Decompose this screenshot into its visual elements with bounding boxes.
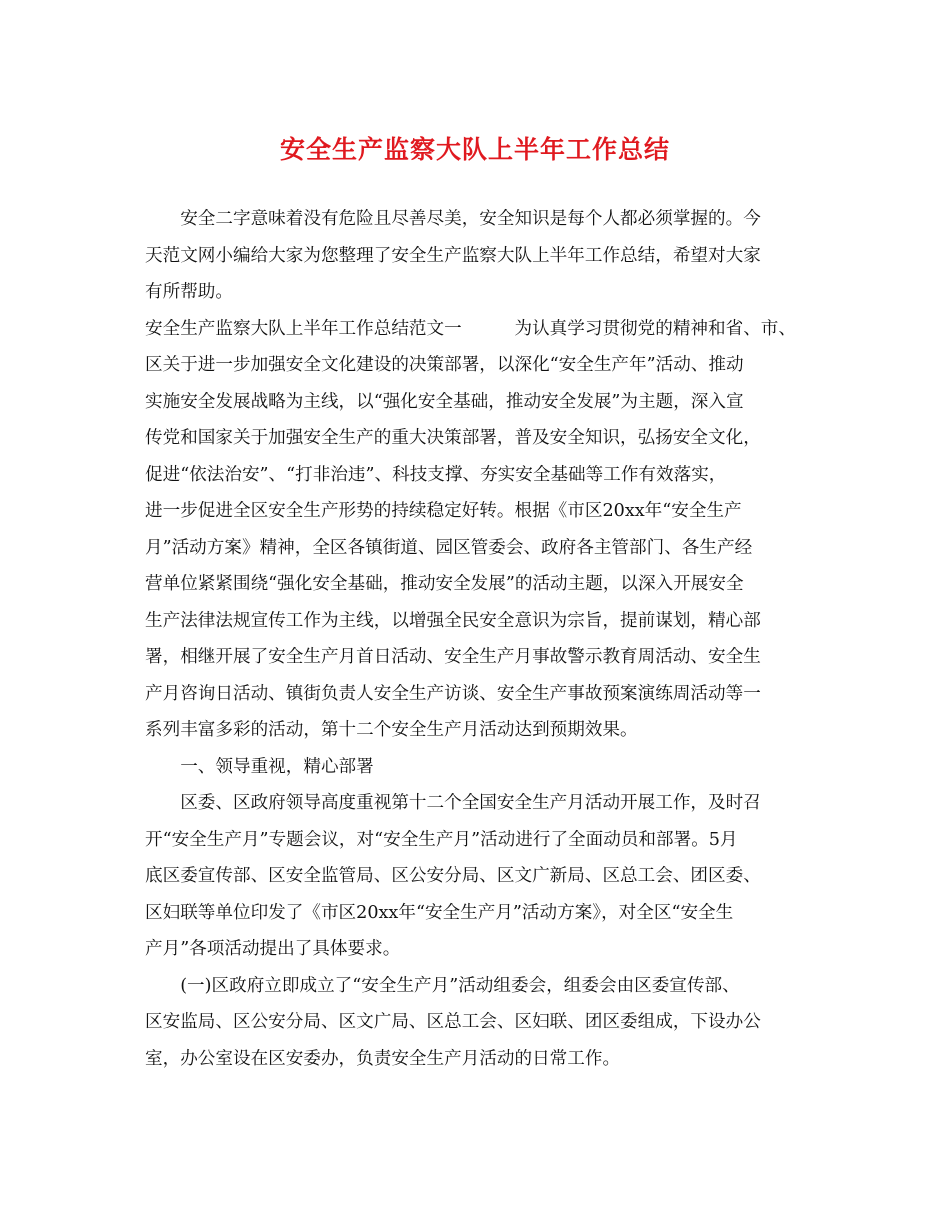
body-line: 生产法律法规宣传工作为主线，以增强全民安全意识为宗旨，提前谋划，精心部 [145, 610, 761, 631]
body-line: 月”活动方案》精神，全区各镇街道、园区管委会、政府各主管部门、各生产经 [145, 537, 753, 558]
body-line: 区妇联等单位印发了《市区20xx年“安全生产月”活动方案》，对全区“安全生 [145, 902, 734, 923]
body-line: 有所帮助。 [145, 282, 233, 302]
body-line: 区安监局、区公安分局、区文广局、区总工会、区妇联、团区委组成，下设办公 [145, 1012, 761, 1032]
body-line: 系列丰富多彩的活动，第十二个安全生产月活动达到预期效果。 [145, 720, 638, 740]
body-line: (一)区政府立即成立了“安全生产月”活动组委会，组委会由区委宣传部、 [145, 975, 740, 996]
body-line: 传党和国家关于加强安全生产的重大决策部署，普及安全知识，弘扬安全文化， [145, 428, 761, 448]
body-line: 营单位紧紧围绕“强化安全基础，推动安全发展”的活动主题，以深入开展安全 [145, 574, 744, 594]
body-line: 区委、区政府领导高度重视第十二个全国安全生产月活动开展工作，及时召 [145, 793, 761, 813]
body-line: 进一步促进全区安全生产形势的持续稳定好转。根据《市区20xx年“安全生产 [145, 501, 742, 521]
body-line: 署，相继开展了安全生产月首日活动、安全生产月事故警示教育周活动、安全生 [145, 647, 761, 667]
body-line: 安全生产监察大队上半年工作总结范文一 为认真学习贯彻党的精神和省、市、 [145, 318, 796, 339]
body-line: 产月咨询日活动、镇街负责人安全生产访谈、安全生产事故预案演练周活动等一 [145, 683, 761, 704]
body-line: 一、领导重视，精心部署 [145, 756, 374, 777]
body-line: 天范文网小编给大家为您整理了安全生产监察大队上半年工作总结，希望对大家 [145, 245, 761, 266]
body-line: 区关于进一步加强安全文化建设的决策部署，以深化“安全生产年”活动、推动 [145, 355, 744, 375]
document-title: 安全生产监察大队上半年工作总结 [279, 135, 670, 164]
body-line: 室，办公室设在区安委办，负责安全生产月活动的日常工作。 [145, 1048, 621, 1069]
body-line: 底区委宣传部、区安全监管局、区公安分局、区文广新局、区总工会、团区委、 [145, 866, 761, 886]
body-line: 促进“依法治安”、“打非治违”、科技支撑、夯实安全基础等工作有效落实， [145, 464, 727, 485]
body-line: 安全二字意味着没有危险且尽善尽美，安全知识是每个人都必须掌握的。今 [145, 209, 761, 229]
body-line: 产月”各项活动提出了具体要求。 [145, 939, 401, 959]
body-line: 开“安全生产月”专题会议，对“安全生产月”活动进行了全面动员和部署。5月 [145, 829, 738, 850]
body-line: 实施安全发展战略为主线，以“强化安全基础，推动安全发展”为主题，深入宣 [145, 391, 744, 412]
